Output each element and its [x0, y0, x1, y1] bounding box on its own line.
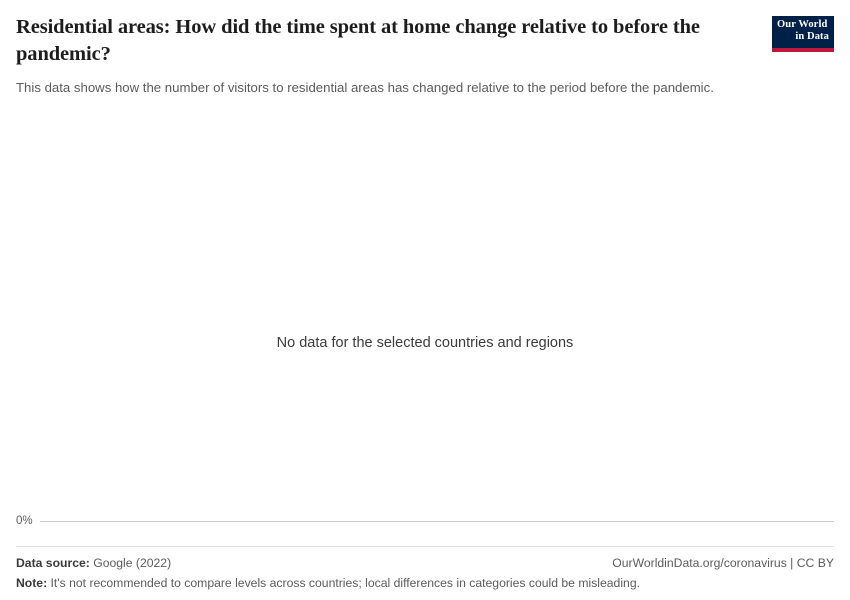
data-source: [16, 554, 171, 572]
chart-footer: [16, 546, 834, 592]
data-source-value[interactable]: Google (2022): [93, 556, 172, 571]
y-axis-tick-label-0: 0%: [16, 515, 33, 528]
data-source-label: Data source:: [16, 556, 90, 571]
y-axis: [16, 514, 834, 528]
note-value: It's not recommended to compare levels across countries; local differences in categories could be misleading.: [50, 575, 640, 590]
owid-coronavirus-link[interactable]: OurWorldinData.org/coronavirus | CC BY: [612, 556, 834, 571]
owid-logo-line1: Our World: [777, 19, 828, 30]
owid-logo[interactable]: [772, 16, 834, 52]
note-label: Note:: [16, 575, 48, 590]
chart-plot-area: [16, 103, 834, 546]
page-title: Residential areas: How did the time spent at home change relative to before the pandemic?: [16, 16, 700, 66]
no-data-message: No data for the selected countries and regions: [276, 335, 574, 352]
chart-header: [16, 14, 834, 97]
axis-baseline: [40, 521, 834, 522]
footer-source-row: [16, 554, 834, 572]
footer-attribution: [612, 554, 834, 572]
header-text-block: [16, 14, 716, 97]
page-subtitle: This data shows how the number of visitors to residential areas has changed relative to the period before the pandemic.: [16, 80, 714, 96]
owid-logo-line2: in Data: [795, 31, 829, 42]
footer-note-row: [16, 574, 834, 592]
